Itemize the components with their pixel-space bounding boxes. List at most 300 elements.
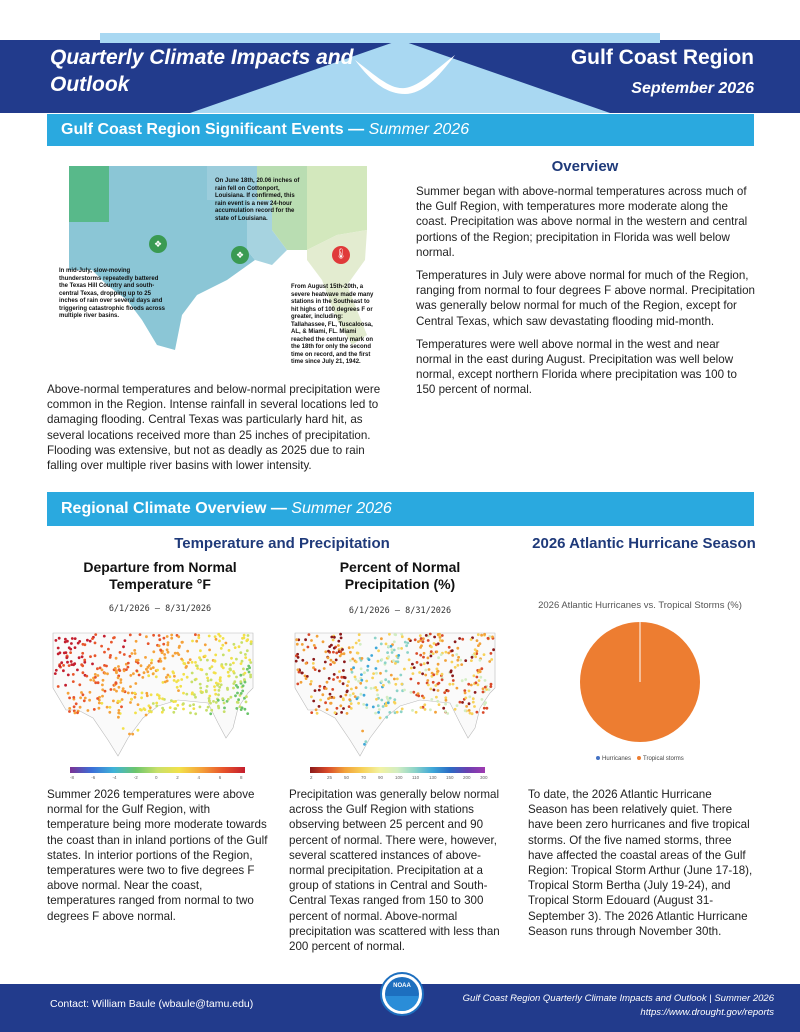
station-marker: [343, 660, 346, 663]
station-marker: [488, 688, 491, 691]
station-marker: [84, 697, 87, 700]
station-marker: [342, 698, 345, 701]
station-marker: [430, 698, 433, 701]
station-marker: [131, 733, 134, 736]
station-marker: [232, 662, 235, 665]
station-marker: [239, 651, 242, 654]
station-marker: [427, 639, 430, 642]
station-marker: [361, 657, 364, 660]
station-marker: [476, 676, 479, 679]
precipitation-summary: Precipitation was generally below normal across the Gulf Region with stations observing between 25 percent and 90 percent of normal. There were, however, several scattered instances of above-normal precipitation. Precipitation at a group of stations in Central and South-Central Texas ranged from 150 to 300 percent of normal. Above-normal precipitation was scattered with less than 200 percent of normal.: [289, 788, 500, 954]
station-marker: [246, 668, 249, 671]
station-marker: [332, 639, 335, 642]
station-marker: [232, 682, 235, 685]
precipitation-percent-map: [290, 628, 500, 768]
station-marker: [79, 706, 82, 709]
temperature-scale-labels: [70, 775, 245, 783]
pie-chart-title: 2026 Atlantic Hurricanes vs. Tropical Storms (%): [538, 600, 742, 611]
station-marker: [218, 686, 221, 689]
station-marker: [423, 703, 426, 706]
station-marker: [297, 668, 300, 671]
station-marker: [170, 699, 173, 702]
station-marker: [98, 707, 101, 710]
station-marker: [58, 637, 61, 640]
station-marker: [223, 707, 226, 710]
station-marker: [92, 679, 95, 682]
scale-tick-label: -2: [133, 775, 138, 780]
station-marker: [91, 637, 94, 640]
scale-tick-label: 150: [446, 775, 454, 780]
temp-precip-heading: Temperature and Precipitation: [174, 535, 390, 552]
station-marker: [471, 656, 474, 659]
station-marker: [397, 660, 400, 663]
station-marker: [452, 679, 455, 682]
temperature-colorbar: [70, 767, 245, 773]
station-marker: [182, 692, 185, 695]
station-marker: [330, 636, 333, 639]
station-marker: [329, 663, 332, 666]
station-marker: [212, 700, 215, 703]
station-marker: [417, 682, 420, 685]
station-marker: [358, 639, 361, 642]
station-marker: [235, 707, 238, 710]
station-marker: [115, 681, 118, 684]
station-marker: [192, 707, 195, 710]
station-marker: [172, 711, 175, 714]
station-marker: [384, 678, 387, 681]
station-marker: [150, 662, 153, 665]
station-marker: [122, 690, 125, 693]
station-marker: [330, 659, 333, 662]
station-marker: [324, 650, 327, 653]
station-marker: [430, 646, 433, 649]
station-marker: [240, 641, 243, 644]
station-marker: [386, 651, 389, 654]
station-marker: [207, 706, 210, 709]
station-marker: [355, 661, 358, 664]
station-marker: [101, 669, 104, 672]
station-marker: [441, 678, 444, 681]
station-marker: [57, 685, 60, 688]
station-marker: [135, 669, 138, 672]
scale-tick-label: 200: [463, 775, 471, 780]
station-marker: [318, 705, 321, 708]
station-marker: [350, 668, 353, 671]
scale-tick-label: -8: [70, 775, 75, 780]
station-marker: [469, 712, 472, 715]
station-marker: [384, 661, 387, 664]
station-marker: [158, 644, 161, 647]
station-marker: [75, 702, 78, 705]
station-marker: [417, 640, 420, 643]
station-marker: [200, 691, 203, 694]
station-marker: [198, 656, 201, 659]
station-marker: [376, 689, 379, 692]
station-marker: [160, 660, 163, 663]
station-marker: [310, 695, 313, 698]
station-marker: [437, 656, 440, 659]
station-marker: [359, 643, 362, 646]
station-marker: [177, 635, 180, 638]
station-marker: [55, 669, 58, 672]
station-marker: [194, 661, 197, 664]
station-marker: [62, 664, 65, 667]
region-name: Gulf Coast Region: [570, 46, 754, 69]
station-marker: [170, 637, 173, 640]
station-marker: [170, 634, 173, 637]
station-marker: [465, 705, 468, 708]
station-marker: [117, 700, 120, 703]
station-marker: [227, 698, 230, 701]
station-marker: [332, 661, 335, 664]
legend-label: Hurricanes: [602, 756, 632, 762]
station-marker: [243, 637, 246, 640]
station-marker: [329, 702, 332, 705]
station-marker: [121, 698, 124, 701]
station-marker: [67, 674, 70, 677]
station-marker: [307, 646, 310, 649]
station-marker: [333, 636, 336, 639]
station-marker: [350, 702, 353, 705]
station-marker: [442, 707, 445, 710]
station-marker: [310, 711, 313, 714]
station-marker: [483, 703, 486, 706]
station-marker: [192, 703, 195, 706]
station-marker: [222, 667, 225, 670]
station-marker: [215, 638, 218, 641]
station-marker: [454, 640, 457, 643]
station-marker: [329, 696, 332, 699]
station-marker: [468, 690, 471, 693]
station-marker: [120, 678, 123, 681]
station-marker: [68, 697, 71, 700]
station-marker: [162, 643, 165, 646]
station-marker: [134, 712, 137, 715]
station-marker: [123, 653, 126, 656]
station-marker: [347, 680, 350, 683]
station-marker: [104, 690, 107, 693]
station-marker: [360, 679, 363, 682]
station-marker: [384, 704, 387, 707]
station-marker: [326, 681, 329, 684]
station-marker: [421, 672, 424, 675]
station-marker: [432, 673, 435, 676]
station-marker: [81, 652, 84, 655]
station-marker: [435, 650, 438, 653]
station-marker: [140, 696, 143, 699]
station-marker: [82, 643, 85, 646]
station-marker: [434, 684, 437, 687]
station-marker: [131, 692, 134, 695]
station-marker: [451, 649, 454, 652]
legend-swatch: [637, 756, 641, 760]
station-marker: [390, 645, 393, 648]
section-significant-events: [47, 114, 754, 146]
station-marker: [464, 659, 467, 662]
station-marker: [482, 687, 485, 690]
pie-legend: [590, 756, 684, 762]
station-marker: [480, 634, 483, 637]
station-marker: [444, 703, 447, 706]
station-marker: [152, 666, 155, 669]
station-marker: [386, 697, 389, 700]
precip-map-title: Percent of Normal Precipitation (%): [339, 559, 461, 592]
station-marker: [445, 651, 448, 654]
station-marker: [129, 701, 132, 704]
station-marker: [66, 640, 69, 643]
station-marker: [390, 674, 393, 677]
station-marker: [242, 668, 245, 671]
note-louisiana-rain: On June 18th, 20.06 inches of rain fell on Cottonport, Louisiana. If confirmed, this rain event is a new 24-hour accumulation record for the state of Louisiana.: [215, 178, 300, 222]
scale-tick-label: 8: [240, 775, 243, 780]
station-marker: [374, 712, 377, 715]
station-marker: [249, 676, 252, 679]
station-marker: [297, 656, 300, 659]
station-marker: [396, 689, 399, 692]
station-marker: [415, 652, 418, 655]
station-marker: [315, 708, 318, 711]
station-marker: [452, 683, 455, 686]
station-marker: [486, 707, 489, 710]
station-marker: [141, 676, 144, 679]
station-marker: [83, 659, 86, 662]
station-marker: [346, 690, 349, 693]
station-marker: [115, 657, 118, 660]
station-marker: [342, 669, 345, 672]
station-marker: [174, 700, 177, 703]
station-marker: [177, 689, 180, 692]
station-marker: [330, 644, 333, 647]
station-marker: [309, 683, 312, 686]
station-marker: [305, 677, 308, 680]
station-marker: [115, 670, 118, 673]
station-marker: [379, 717, 382, 720]
station-marker: [322, 640, 325, 643]
temp-date-range: 6/1/2026 – 8/31/2026: [108, 604, 212, 614]
station-marker: [328, 677, 331, 680]
temperature-departure-map: [48, 628, 258, 768]
station-marker: [135, 640, 138, 643]
note-heatwave: From August 15th-20th, a severe heatwave made many stations in the Southeast to hit highs of 100 degrees F or greater, including: Tallahassee, FL, Tuscaloosa, AL, & Miami, FL. Miami reached the century mark on the 18th for only the second time on record, and the first time since July 21, 1942.: [291, 284, 374, 365]
station-marker: [70, 642, 73, 645]
station-marker: [54, 672, 57, 675]
scale-tick-label: 4: [197, 775, 201, 780]
temp-map-title: Departure from Normal Temperature °F: [83, 559, 237, 592]
station-marker: [145, 635, 148, 638]
station-marker: [358, 633, 361, 636]
station-marker: [110, 641, 113, 644]
station-marker: [412, 691, 415, 694]
station-marker: [410, 691, 413, 694]
station-marker: [227, 671, 230, 674]
station-marker: [191, 661, 194, 664]
station-marker: [209, 712, 212, 715]
station-marker: [209, 667, 212, 670]
station-marker: [314, 647, 317, 650]
station-marker: [406, 651, 409, 654]
station-marker: [451, 654, 454, 657]
station-marker: [117, 676, 120, 679]
station-marker: [122, 645, 125, 648]
station-marker: [159, 658, 162, 661]
station-marker: [359, 682, 362, 685]
station-marker: [199, 687, 202, 690]
station-marker: [460, 663, 463, 666]
station-marker: [390, 648, 393, 651]
station-marker: [464, 678, 467, 681]
station-marker: [148, 704, 151, 707]
station-marker: [375, 647, 378, 650]
station-marker: [319, 685, 322, 688]
station-marker: [393, 701, 396, 704]
station-marker: [86, 639, 89, 642]
station-marker: [94, 642, 97, 645]
station-marker: [79, 696, 82, 699]
thermometer-icon: 🌡: [332, 246, 350, 264]
station-marker: [470, 638, 473, 641]
station-marker: [437, 689, 440, 692]
station-marker: [456, 647, 459, 650]
station-marker: [349, 651, 352, 654]
station-marker: [472, 697, 475, 700]
station-marker: [155, 705, 158, 708]
station-marker: [394, 662, 397, 665]
overview-text: [416, 184, 756, 406]
station-marker: [380, 658, 383, 661]
station-marker: [76, 711, 79, 714]
station-marker: [82, 693, 85, 696]
station-marker: [316, 712, 319, 715]
station-marker: [112, 700, 115, 703]
station-marker: [426, 679, 429, 682]
station-marker: [78, 656, 81, 659]
station-marker: [433, 689, 436, 692]
scale-tick-label: 70: [361, 775, 367, 780]
overview-paragraph: Summer began with above-normal temperatures across much of the Gulf Region, with temperatures more moderate along the coast. Precipitation was above normal in the western and central portions of the Region; precipitation in Florida was well below normal.: [416, 185, 748, 259]
station-marker: [301, 643, 304, 646]
station-marker: [339, 704, 342, 707]
station-marker: [221, 697, 224, 700]
station-marker: [394, 633, 397, 636]
station-marker: [152, 650, 155, 653]
station-marker: [217, 707, 220, 710]
station-marker: [199, 668, 202, 671]
station-marker: [214, 635, 217, 638]
station-marker: [127, 666, 130, 669]
station-marker: [137, 659, 140, 662]
station-marker: [196, 665, 199, 668]
station-marker: [350, 707, 353, 710]
station-marker: [473, 705, 476, 708]
station-marker: [165, 676, 168, 679]
station-marker: [426, 662, 429, 665]
station-marker: [380, 699, 383, 702]
station-marker: [393, 640, 396, 643]
station-marker: [72, 680, 75, 683]
station-marker: [239, 674, 242, 677]
station-marker: [206, 659, 209, 662]
station-marker: [167, 651, 170, 654]
station-marker: [158, 634, 161, 637]
station-marker: [389, 697, 392, 700]
station-marker: [102, 679, 105, 682]
station-marker: [378, 708, 381, 711]
station-marker: [305, 662, 308, 665]
station-marker: [438, 703, 441, 706]
station-marker: [217, 699, 220, 702]
station-marker: [441, 634, 444, 637]
station-marker: [423, 652, 426, 655]
station-marker: [118, 669, 121, 672]
station-marker: [174, 707, 177, 710]
station-marker: [244, 656, 247, 659]
station-marker: [429, 708, 432, 711]
station-marker: [139, 633, 142, 636]
station-marker: [249, 661, 252, 664]
scale-tick-label: 6: [218, 775, 222, 780]
station-marker: [223, 710, 226, 713]
station-marker: [187, 661, 190, 664]
station-marker: [94, 681, 97, 684]
station-marker: [335, 652, 338, 655]
section-regional-climate: [47, 492, 754, 526]
station-marker: [350, 688, 353, 691]
station-marker: [483, 653, 486, 656]
station-marker: [155, 675, 158, 678]
station-marker: [414, 638, 417, 641]
station-marker: [128, 733, 131, 736]
station-marker: [396, 678, 399, 681]
station-marker: [147, 642, 150, 645]
station-marker: [83, 699, 86, 702]
station-marker: [132, 672, 135, 675]
station-marker: [210, 679, 213, 682]
hurricane-pie-chart: [570, 612, 710, 752]
station-marker: [357, 680, 360, 683]
station-marker: [134, 682, 137, 685]
station-marker: [146, 694, 149, 697]
station-marker: [385, 716, 388, 719]
station-marker: [329, 693, 332, 696]
station-marker: [148, 710, 151, 713]
station-marker: [366, 669, 369, 672]
station-marker: [351, 658, 354, 661]
report-url[interactable]: https://www.drought.gov/reports: [640, 1007, 774, 1018]
station-marker: [427, 657, 430, 660]
station-marker: [444, 659, 447, 662]
station-marker: [222, 637, 225, 640]
station-marker: [85, 675, 88, 678]
station-marker: [464, 697, 467, 700]
station-marker: [76, 669, 79, 672]
station-marker: [451, 661, 454, 664]
station-marker: [481, 698, 484, 701]
station-marker: [214, 654, 217, 657]
station-marker: [150, 693, 153, 696]
station-marker: [230, 657, 233, 660]
station-marker: [296, 643, 299, 646]
station-marker: [134, 696, 137, 699]
station-marker: [439, 636, 442, 639]
station-marker: [370, 687, 373, 690]
station-marker: [89, 679, 92, 682]
station-marker: [401, 683, 404, 686]
station-marker: [233, 643, 236, 646]
station-marker: [94, 673, 97, 676]
station-marker: [344, 676, 347, 679]
station-marker: [327, 650, 330, 653]
station-marker: [397, 647, 400, 650]
